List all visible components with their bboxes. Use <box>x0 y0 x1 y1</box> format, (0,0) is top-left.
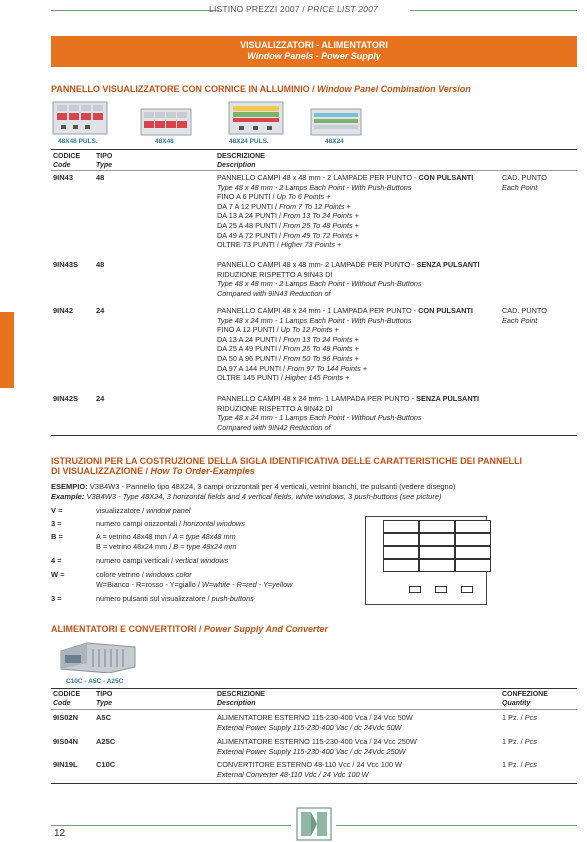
table2-bottom-rule <box>51 783 577 784</box>
panel-48x24-puls-image <box>228 101 284 135</box>
code-key-value: visualizzatore / window panel <box>96 506 191 515</box>
diagram-window <box>419 520 455 533</box>
table-row-code: 9IN42S <box>53 394 79 403</box>
power-supply-label: C10C - A5C - A25C <box>66 678 124 685</box>
table-row-quantity: 1 Pz. / Pcs <box>502 737 537 746</box>
table2-header-desc: DESCRIZIONE Description <box>217 691 265 707</box>
table2-header-qty: CONFEZIONE Quantity <box>502 691 548 707</box>
table2-header-rule <box>51 709 577 710</box>
thumb-label-48x24-puls: 48X24 PULS. <box>229 138 269 145</box>
diagram-window <box>383 559 419 572</box>
table-row-code: 9IN42 <box>53 306 74 315</box>
diagram-push-button <box>435 586 447 593</box>
side-tab-marker <box>0 312 14 388</box>
table-row-type: 48 <box>96 260 105 269</box>
table-row-type: C10C <box>96 760 116 769</box>
table1-bottom-rule <box>51 435 577 436</box>
table1-header-desc: DESCRIZIONE Description <box>217 153 265 169</box>
code-key: B = <box>51 532 63 541</box>
table-row-unit: CAD. PUNTO Each Point <box>502 306 547 325</box>
table2-header-type: TIPO Type <box>96 691 113 707</box>
table2-header-code: CODICE Code <box>53 691 81 707</box>
example-text-en: Example: V3B4W3 - Type 48X24, 3 horizontal fields and 4 vertical fields, white windows, 3 push-buttons (see picture) <box>51 492 442 501</box>
code-key: V = <box>51 506 63 515</box>
code-key-value: numero pulsanti sul visualizzatore / push-buttons <box>96 594 254 603</box>
table-row-description: CONVERTITORE ESTERNO 48-110 Vcc / 24 Vcc 100 W External Converter 48-110 Vdc / 24 Vdc 100 W <box>217 760 402 779</box>
footer-rule-left <box>51 825 291 826</box>
table-row-description: ALIMENTATORE ESTERNO 115-230-400 Vca / 24 Vcc 50W External Power Supply 115-230-400 Vac / dc 24Vdc 50W <box>217 713 413 732</box>
code-key-value: A = vetrino 48x48 mm / A = type 48x48 mm B = vetrino 48x24 mm / B = type 48x24 mm <box>96 532 237 551</box>
code-key-value: numero campi verticali / vertical windows <box>96 556 229 565</box>
table2-top-rule <box>51 688 577 689</box>
table-row-type: A5C <box>96 713 112 722</box>
table-row-code: 9IN19L <box>53 760 78 769</box>
panel-48x24-image <box>310 105 362 139</box>
table-row-description: ALIMENTATORE ESTERNO 115-230-400 Vca / 24 Vcc 250W External Power Supply 115-230-400 Vac / dc 24Vdc 250W <box>217 737 417 756</box>
diagram-window <box>419 559 455 572</box>
diagram-window <box>419 546 455 559</box>
table1-header-code: CODICE Code <box>53 153 81 169</box>
banner-subtitle: Window Panels - Power Supply <box>247 51 381 61</box>
table-row-type: 24 <box>96 306 105 315</box>
page-number: 12 <box>54 828 66 839</box>
table-row-description: PANNELLO CAMPI 48 x 48 mm - 2 LAMPADE PER PUNTO - CON PULSANTI Type 48 x 48 mm - 2 Lamps Each Point - With Push-Buttons FINO A 6 PUNTI / Up To 6 Points + DA 7 A 12 PUNTI / From 7 To 12 Points + DA 13 A 24 PUNTI / From 13 To 24 Points + DA 25 A 48 PUNTI / From 25 To 48 Points + DA 49 A 72 PUNTI / From 49 To 72 Points + OLTRE 73 PUNTI / Higher 73 Points + <box>217 173 474 250</box>
diagram-window <box>383 533 419 546</box>
page-header: LISTINO PREZZI 2007 / PRICE LIST 2007 <box>209 4 378 14</box>
table-row-type: 24 <box>96 394 105 403</box>
table-row-quantity: 1 Pz. / Pcs <box>502 760 537 769</box>
diagram-window <box>455 546 491 559</box>
thumb-label-48x48: 48X48 <box>155 138 174 145</box>
code-key: W = <box>51 570 65 579</box>
code-key-value: colore vetrino / windows color W=Bianco - R=rosso - Y=giallo / W=white - R=red - Y=yellow <box>96 570 293 589</box>
thumb-label-48x24: 48X24 <box>325 138 344 145</box>
table-row-code: 9IN43 <box>53 173 74 182</box>
table-row-description: PANNELLO CAMPI 48 x 24 mm- 1 LAMPADA PER PUNTO - SENZA PULSANTI RIDUZIONE RISPETTO A 9IN42 DI Type 48 x 24 mm - 1 Lamps Each Point - Without Push-Buttons Compared with 9IN42 Reduction of <box>217 394 480 432</box>
company-logo <box>296 807 332 841</box>
table-row-code: 9IS02N <box>53 713 79 722</box>
diagram-window <box>383 546 419 559</box>
code-key: 4 = <box>51 556 62 565</box>
table-row-unit: CAD. PUNTO Each Point <box>502 173 547 192</box>
table1-top-rule <box>51 149 577 150</box>
table-row-description: PANNELLO CAMPI 48 x 24 mm - 1 LAMPADA PER PUNTO - CON PULSANTI Type 48 x 24 mm - 1 Lamps Each Point - With Push-Buttons FINO A 12 PUNTI / Up To 12 Points + DA 13 A 24 PUNTI / From 13 To 24 Points + DA 25 A 49 PUNTI / From 25 To 49 Points + DA 50 A 96 PUNTI / From 50 To 96 Points + DA 97 A 144 PUNTI / From 97 To 144 Points + OLTRE 145 PUNTI / Higher 145 Points + <box>217 306 473 383</box>
diagram-push-button <box>409 586 421 593</box>
footer-rule-right <box>336 825 577 826</box>
panel-48x48-puls-image <box>52 101 108 135</box>
section-banner <box>51 36 577 67</box>
code-key: 3 = <box>51 594 62 603</box>
table-row-type: A25C <box>96 737 116 746</box>
section2-title: ISTRUZIONI PER LA COSTRUZIONE DELLA SIGLA IDENTIFICATIVA DELLE CARATTERISTICHE DEI PANNELLI DI VISUALIZZAZIONE / How To Order-Examples <box>51 456 522 476</box>
diagram-push-button <box>461 586 473 593</box>
code-key: 3 = <box>51 519 62 528</box>
section3-title: ALIMENTATORI E CONVERTITORI / Power Supply And Converter <box>51 624 329 634</box>
thumb-label-48x48-puls: 48X48 PULS. <box>58 138 98 145</box>
diagram-window <box>383 520 419 533</box>
table-row-type: 48 <box>96 173 105 182</box>
table1-header-type: TIPO Type <box>96 153 113 169</box>
table-row-code: 9IN43S <box>53 260 79 269</box>
panel-48x48-image <box>140 105 192 139</box>
table-row-description: PANNELLO CAMPI 48 x 48 mm- 2 LAMPADE PER PUNTO - SENZA PULSANTI RIDUZIONE RISPETTO A 9IN43 DI Type 48 x 48 mm - 2 Lamps Each Point - Without Push-Buttons Compared with 9IN43 Reduction of <box>217 260 480 298</box>
power-supply-image <box>57 637 139 673</box>
code-key-value: numero campi orizzontali / horizontal windows <box>96 519 245 528</box>
table-row-code: 9IS04N <box>53 737 79 746</box>
diagram-window <box>419 533 455 546</box>
table-row-quantity: 1 Pz. / Pcs <box>502 713 537 722</box>
diagram-window <box>455 559 491 572</box>
diagram-window <box>455 533 491 546</box>
example-text: ESEMPIO: V3B4W3 - Pannello tipo 48X24, 3 campi orizzontali per 4 verticali, vetrini bianchi, tre pulsanti (vedere disegno) <box>51 482 456 491</box>
diagram-window <box>455 520 491 533</box>
example-panel-diagram <box>365 516 487 605</box>
section1-title: PANNELLO VISUALIZZATORE CON CORNICE IN ALLUMINIO / Window Panel Combination Version <box>51 84 471 94</box>
table1-header-rule <box>51 170 577 171</box>
banner-title: VISUALIZZATORI - ALIMENTATORI <box>240 40 388 50</box>
